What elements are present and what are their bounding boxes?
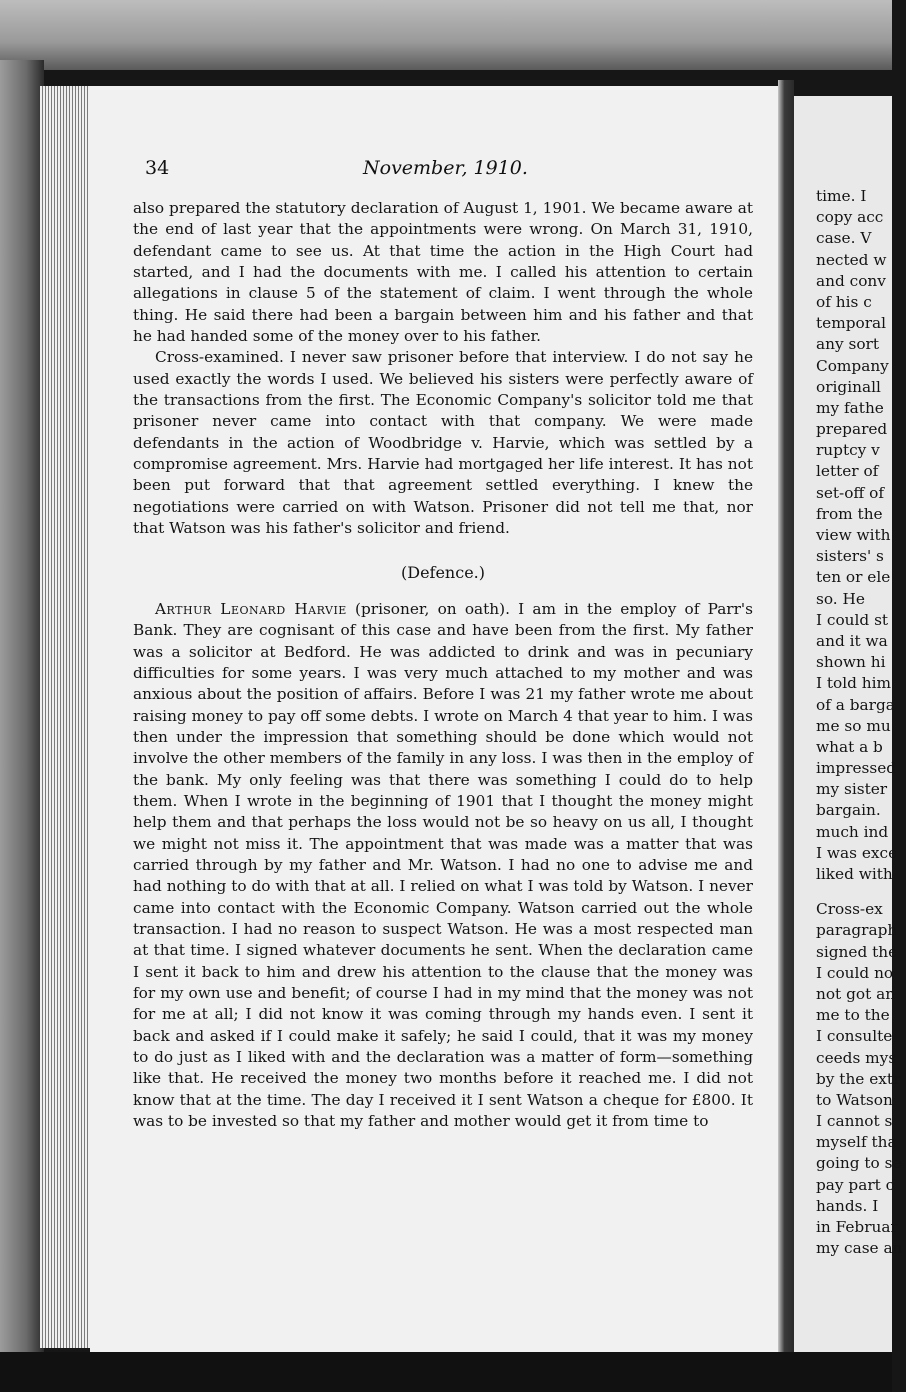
facing-page-line	[816, 885, 906, 899]
facing-page-line: I was exce	[816, 843, 898, 862]
scanner-background-left	[0, 60, 44, 1392]
defence-paragraph	[133, 599, 753, 1133]
book-gutter	[778, 80, 794, 1392]
facing-page-line: signed the	[816, 942, 898, 961]
facing-page-line: impressed	[816, 759, 897, 778]
facing-page-line: not got an	[816, 984, 896, 1003]
facing-page	[794, 96, 903, 1392]
running-head: November, 1910.	[363, 157, 528, 179]
page-edges	[40, 86, 92, 1348]
facing-page-line: of a barga	[816, 695, 895, 714]
facing-page-line: my sister	[816, 780, 888, 799]
facing-page-line: copy acc	[816, 208, 884, 227]
facing-page-line: my fathe	[816, 398, 884, 417]
facing-page-line: myself tha	[816, 1133, 897, 1152]
facing-page-line: time. I	[816, 187, 867, 205]
witness-name: Arthur Leonard Harvie	[155, 599, 347, 618]
facing-page-line: any sort	[816, 335, 879, 354]
facing-page-line: ruptcy v	[816, 441, 880, 460]
body-text	[133, 198, 753, 1132]
scanner-background-bottom	[0, 1352, 892, 1392]
facing-page-line: what a b	[816, 737, 883, 756]
facing-page-line: to Watson	[816, 1090, 893, 1109]
facing-page-line: sisters' s	[816, 547, 884, 566]
facing-page-line: and it wa	[816, 631, 888, 650]
facing-page-line: Company	[816, 356, 889, 375]
facing-page-line: my case an	[816, 1239, 903, 1258]
facing-page-line: ceeds mys	[816, 1048, 897, 1067]
facing-page-line: I told him	[816, 674, 892, 693]
facing-page-line: so. He	[816, 589, 865, 608]
facing-page-line: case. V	[816, 229, 872, 248]
facing-page-line: in Februar	[816, 1218, 898, 1236]
facing-page-line: from the	[816, 504, 883, 523]
facing-page-line: hands. I	[816, 1196, 879, 1215]
facing-page-line: pay part o	[816, 1175, 895, 1194]
facing-page-line: I could no	[816, 963, 894, 982]
facing-page-line: nected w	[816, 250, 887, 269]
facing-page-line: Cross-ex	[816, 900, 883, 919]
facing-page-line: prepared	[816, 420, 888, 439]
paragraph: also prepared the statutory declaration of August 1, 1901. We became aware at the end of last year that the appointments were wrong. On March 31, 1910, defendant came to see us. At that time the action in the High Court had started, and I had the documents with me. I called his attention to certain allegations in clause 5 of the statement of claim. I went through the whole thing. He said there had been a bargain between him and his father and that he had handed some of the money over to his father.	[133, 199, 753, 346]
facing-page-line: me to the	[816, 1006, 890, 1025]
facing-page-line: temporal	[816, 314, 887, 333]
facing-page-line: ten or ele	[816, 568, 891, 587]
facing-page-line: I could st	[816, 610, 889, 629]
facing-page-line: of his c	[816, 292, 872, 311]
scanner-background-top	[0, 0, 892, 70]
facing-page-line: letter of	[816, 462, 879, 481]
facing-page-line: bargain.	[816, 801, 881, 820]
facing-page-line: view with	[816, 526, 891, 544]
facing-page-text	[816, 186, 906, 1259]
defence-text: (prisoner, on oath). I am in the employ of Parr's Bank. They are cognisant of this case and have been from the first. My father was a solicitor at Bedford. He was addicted to drink and was in pecuniary difficulties for some years. I was very much attached to my mother and was anxious about the position of affairs. Before I was 21 my father wrote me about raising money to pay off some debts. I wrote on March 4 that year to him. I was then under the impression that something should be done which would not involve the other members of the family in any loss. I was then in the employ of the bank. My only feeling was that there was something I could do to help them. When I wrote in the beginning of 1901 that I thought the money might help them and that perhaps the loss would not be so heavy on us all, I thought we might not miss it. The appointment that was made was a matter that was carried through by my father and Mr. Watson. I had no one to advise me and had nothing to do with that at all. I relied on what I was told by Watson. I never came into contact with the Economic Company. Watson carried out the whole transaction. I had no reason to suspect Watson. He was a most respected man at that time. I signed whatever documents he sent. When the declaration came I sent it back to him and drew his attention to the clause that the money was for my own use and benefit; of course I had in my mind that the money was not for me at all; I did not know it was coming through my hands even. I sent it back and asked if I could make it safely; he said I could, that it was my money to do just as I liked with and the declaration was a matter of form—something like that. He received the money two months before it reached me. I did not know that at the time. The day I received it I sent Watson a cheque for £800. It was to be invested so that my father and mother would get it from time to	[133, 599, 753, 1131]
section-heading: (Defence.)	[401, 562, 485, 582]
facing-page-line: by the extr	[816, 1069, 901, 1088]
paragraph: Cross-examined. I never saw prisoner before that interview. I do not say he used exactly the words I used. We believed his sisters were perfectly aware of the transactions from the first. The Economic Company's solicitor told me that prisoner never came into contact with that company. We were made defendants in the action of Woodbridge v. Harvie, which was settled by a compromise agreement. Mrs. Harvie had mortgaged her life interest. It has not been put forward that that agreement settled everything. I knew the negotiations were carried on with Watson. Prisoner did not tell me that, nor that Watson was his father's solicitor and friend.	[133, 348, 753, 538]
facing-page-line: going to se	[816, 1154, 902, 1173]
facing-page-line: paragraph	[816, 921, 898, 940]
page-number: 34	[145, 157, 170, 179]
facing-page-line: I consulte	[816, 1027, 893, 1046]
facing-page-line: shown hi	[816, 653, 886, 672]
facing-page-line: liked with	[816, 865, 893, 883]
facing-page-line: originall	[816, 377, 881, 396]
facing-page-line: much ind	[816, 822, 889, 841]
facing-page-line: I cannot s	[816, 1112, 893, 1131]
facing-page-line: and conv	[816, 271, 886, 290]
facing-page-line: me so mu	[816, 716, 891, 735]
facing-page-line: set-off of	[816, 483, 885, 502]
page-header	[145, 157, 745, 183]
